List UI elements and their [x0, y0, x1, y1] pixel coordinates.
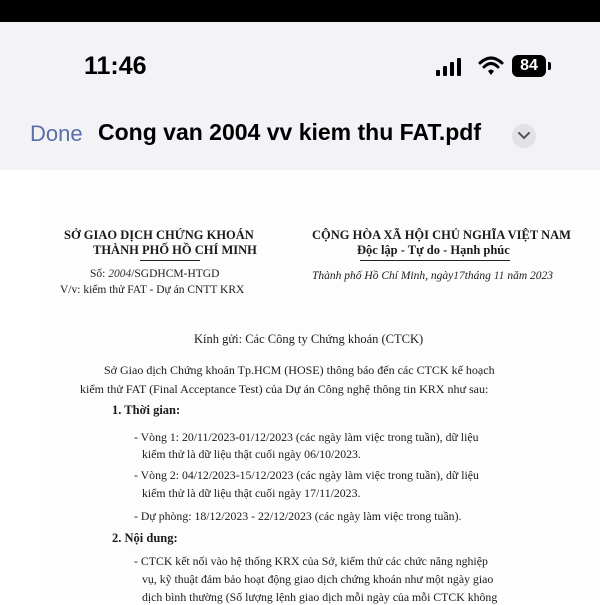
- content-line-1: - CTCK kết nối vào hệ thống KRX của Sở, kiểm thử các chức năng nghiệp: [134, 554, 488, 568]
- intro-line-1: Sở Giao dịch Chứng khoán Tp.HCM (HOSE) thông báo đến các CTCK kế hoạch: [104, 363, 495, 377]
- motto-underline: [360, 260, 510, 261]
- round-1-line-2: kiểm thử là dữ liệu thật cuối ngày 06/10/2023.: [142, 447, 361, 461]
- doc-subject: V/v: kiểm thử FAT - Dự án CNTT KRX: [60, 284, 245, 296]
- status-time: 11:46: [84, 52, 147, 80]
- backup-line: - Dự phòng: 18/12/2023 - 22/12/2023 (các ngày làm việc trong tuần).: [134, 509, 462, 523]
- wifi-icon: [478, 55, 504, 77]
- section-1-title: 1. Thời gian:: [112, 403, 181, 417]
- pdf-page: [40, 170, 600, 604]
- org-line-1: SỞ GIAO DỊCH CHỨNG KHOÁN: [64, 228, 254, 242]
- round-2-line-1: - Vòng 2: 04/12/2023-15/12/2023 (các ngày làm việc trong tuần), dữ liệu: [134, 468, 479, 482]
- battery-tip: [548, 62, 551, 70]
- done-button[interactable]: Done: [30, 121, 83, 146]
- signal-icon: [436, 58, 466, 76]
- section-2-title: 2. Nội dung:: [112, 531, 178, 545]
- top-black-bar: [0, 0, 600, 22]
- round-2-line-2: kiểm thử là dữ liệu thật cuối ngày 17/11/2023.: [142, 486, 361, 500]
- handwritten-number: 2004: [108, 268, 132, 280]
- recipient-line: Kính gửi: Các Công ty Chứng khoán (CTCK): [194, 332, 424, 346]
- battery-icon: 84: [512, 55, 546, 77]
- country-line-1: CỘNG HÒA XÃ HỘI CHỦ NGHĨA VIỆT NAM: [312, 228, 571, 242]
- doc-number: Số: 2004/SGDHCM-HTGD: [90, 268, 220, 280]
- content-line-2: vụ, kỹ thuật đảm bảo hoạt động giao dịch chứng khoán như một ngày giao: [142, 572, 494, 586]
- country-line-2: Độc lập - Tự do - Hạnh phúc: [357, 243, 510, 257]
- content-line-3: dịch bình thường (Số lượng lệnh giao dịch mỗi ngày của mỗi CTCK không: [142, 590, 498, 604]
- org-underline: [140, 260, 200, 261]
- round-1-line-1: - Vòng 1: 20/11/2023-01/12/2023 (các ngày làm việc trong tuần), dữ liệu: [134, 430, 479, 444]
- org-line-2: THÀNH PHỐ HỒ CHÍ MINH: [93, 243, 257, 257]
- doc-date: Thành phố Hồ Chí Minh, ngày17tháng 11 năm 2023: [312, 270, 553, 282]
- document-title: Cong van 2004 vv kiem thu FAT.pdf: [98, 119, 481, 145]
- intro-line-2: kiểm thử FAT (Final Acceptance Test) của Dự án Công nghệ thông tin KRX như sau:: [80, 382, 489, 396]
- chevron-down-icon[interactable]: [512, 124, 536, 148]
